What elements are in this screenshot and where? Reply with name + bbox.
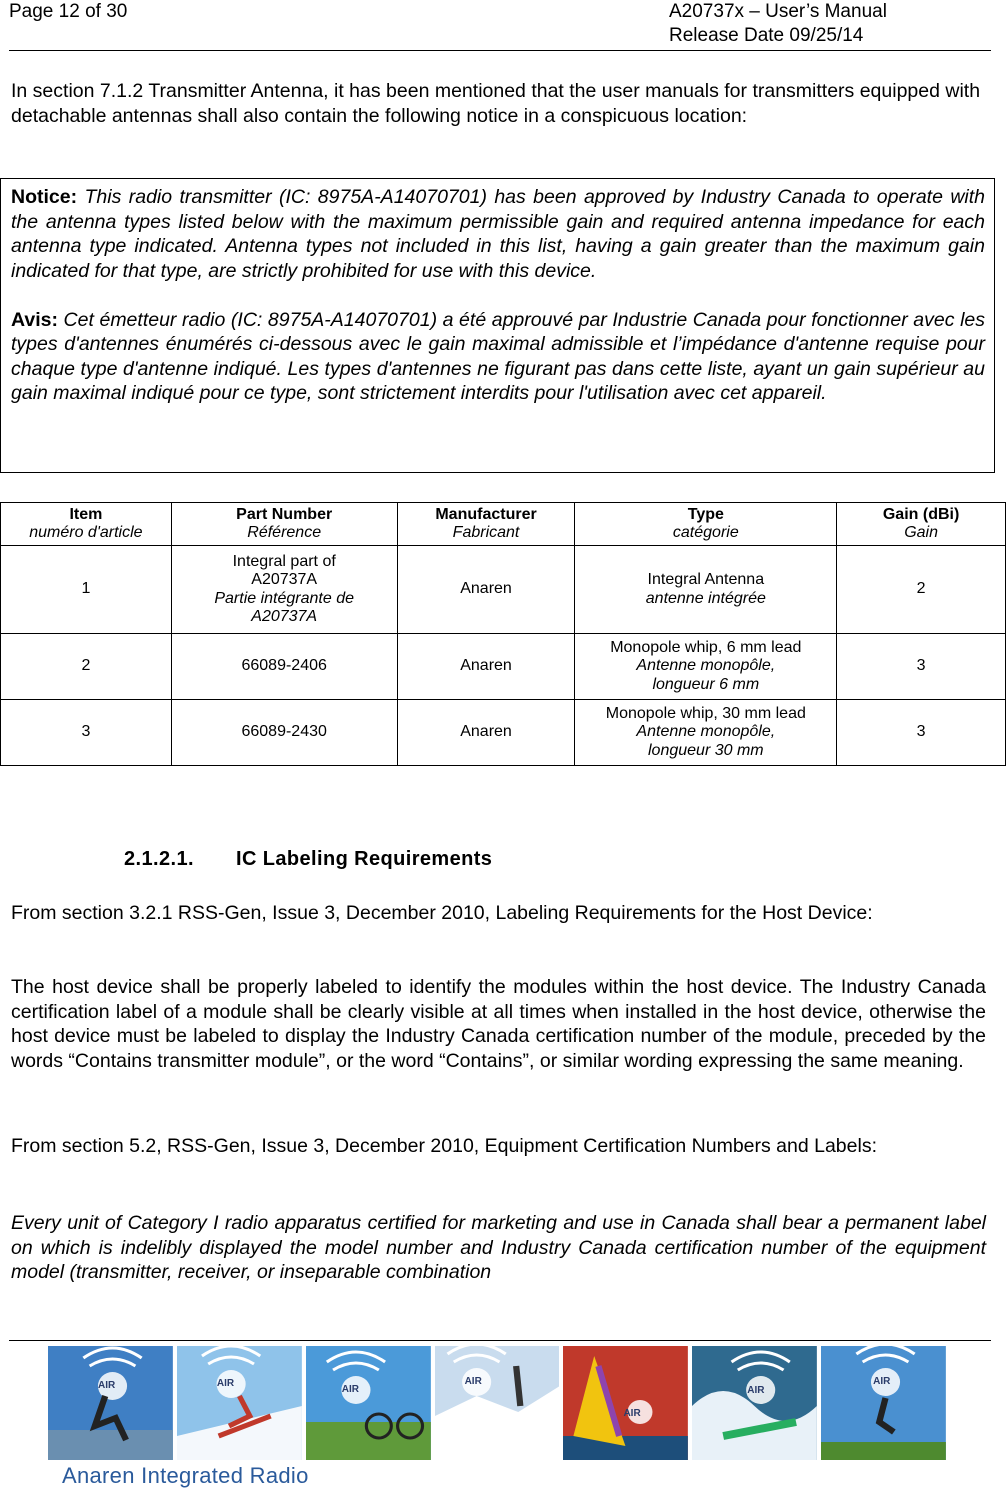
skateboarder-image [48, 1346, 173, 1460]
notice-french [11, 308, 985, 406]
intro-paragraph: In section 7.1.2 Transmitter Antenna, it has been mentioned that the user manuals for transmitters equipped with detachable antennas shall also contain the following notice in a conspicuous location: [11, 80, 981, 127]
cell-item: 2 [1, 634, 172, 700]
paragraph-category-i: Every unit of Category I radio apparatus certified for marketing and use in Canada shall bear a permanent label on which is indelibly displayed the model number and Industry Canada certification number of the equipment model (transmitter, receiver, or inseparable combination [11, 1212, 986, 1283]
header-part-number: Part Number Référence [171, 503, 397, 546]
section-title: IC Labeling Requirements [236, 848, 493, 870]
air-badge: AIR [98, 1380, 116, 1391]
air-badge: AIR [216, 1378, 235, 1389]
windsurfer-image [563, 1346, 688, 1460]
table-row [1, 546, 1006, 634]
footer-tile [821, 1346, 946, 1460]
notice-box [0, 178, 995, 473]
footer-tile [177, 1346, 302, 1460]
paragraph-rss-gen-labeling: From section 3.2.1 RSS-Gen, Issue 3, December 2010, Labeling Requirements for the Host Device: [11, 902, 873, 924]
cell-gain: 3 [837, 700, 1006, 766]
section-heading [124, 848, 492, 871]
footer-tile [48, 1346, 173, 1460]
snowboarder-image [435, 1346, 560, 1460]
notice-text: This radio transmitter (IC: 8975A-A14070701) has been approved by Industry Canada to operate with the antenna types listed below with the maximum permissible gain and required antenna impedance for each antenna type indicated. Antenna types not included in this list, having a gain greater than the maximum gain indicated for that type, are strictly prohibited for use with this device. [11, 186, 985, 282]
paragraph-certification-numbers: From section 5.2, RSS-Gen, Issue 3, December 2010, Equipment Certification Numbers and Labels: [11, 1135, 877, 1157]
jumper-image [821, 1346, 946, 1460]
footer-divider [9, 1340, 991, 1341]
section-number: 2.1.2.1. [124, 848, 194, 870]
page-number: Page 12 of 30 [9, 1, 128, 22]
header-gain: Gain (dBi) Gain [837, 503, 1006, 546]
notice-label: Notice: [11, 186, 78, 208]
cell-type: Monopole whip, 30 mm lead Antenne monopôle, longueur 30 mm [575, 700, 837, 766]
cell-gain: 2 [837, 546, 1006, 634]
footer-tile [692, 1346, 817, 1460]
footer-tile [435, 1346, 560, 1460]
footer-image-strip [48, 1346, 946, 1460]
air-badge: AIR [623, 1408, 641, 1419]
cell-part-number: 66089-2406 [171, 634, 397, 700]
table-row [1, 634, 1006, 700]
header-item: Item numéro d'article [1, 503, 172, 546]
cell-part-number: Integral part of A20737A Partie intégrante de A20737A [171, 546, 397, 634]
air-badge: AIR [873, 1376, 891, 1387]
cell-manufacturer: Anaren [397, 700, 575, 766]
air-badge: AIR [341, 1384, 359, 1395]
kayaker-image [692, 1346, 817, 1460]
notice-english [11, 185, 985, 283]
avis-text: Cet émetteur radio (IC: 8975A-A14070701) a été approuvé par Industrie Canada pour fonctionner avec les types d'antennes énumérés ci-dessous avec le gain maximal admissible et l’impédance d'antenne requise pour chaque type d'antenne indiqué. Les types d'antennes ne figurant pas dans cette liste, ayant un gain supérieur au gain maximal indiqué pour ce type, sont strictement interdits pour l'utilisation avec cet appareil. [11, 308, 985, 404]
footer-tile [306, 1346, 431, 1460]
cell-item: 3 [1, 700, 172, 766]
footer-tile [563, 1346, 688, 1460]
cell-item: 1 [1, 546, 172, 634]
cell-type: Monopole whip, 6 mm lead Antenne monopôle, longueur 6 mm [575, 634, 837, 700]
avis-label: Avis: [11, 308, 58, 331]
cell-part-number: 66089-2430 [171, 700, 397, 766]
document-title: A20737x – User’s Manual [669, 1, 887, 22]
header-manufacturer: Manufacturer Fabricant [397, 503, 575, 546]
cyclist-image [306, 1346, 431, 1460]
header-divider [9, 50, 991, 51]
air-badge: AIR [747, 1385, 765, 1396]
cell-gain: 3 [837, 634, 1006, 700]
antenna-table [0, 502, 1006, 766]
table-row [1, 700, 1006, 766]
brand-name: Anaren Integrated Radio [62, 1463, 309, 1488]
release-date: Release Date 09/25/14 [669, 25, 864, 46]
paragraph-host-device: The host device shall be properly labeled to identify the modules within the host device. The Industry Canada certification label of a module shall be clearly visible at all times when installed in the host device, otherwise the host device must be labeled to display the Industry Canada certification number of the module, preceded by the words “Contains transmitter module”, or the word “Contains”, or similar wording expressing the same meaning. [11, 976, 986, 1072]
header-type: Type catégorie [575, 503, 837, 546]
air-badge: AIR [464, 1376, 482, 1387]
table-header-row [1, 503, 1006, 546]
cell-manufacturer: Anaren [397, 634, 575, 700]
cell-manufacturer: Anaren [397, 546, 575, 634]
skier-image [177, 1346, 302, 1460]
cell-type: Integral Antenna antenne intégrée [575, 546, 837, 634]
